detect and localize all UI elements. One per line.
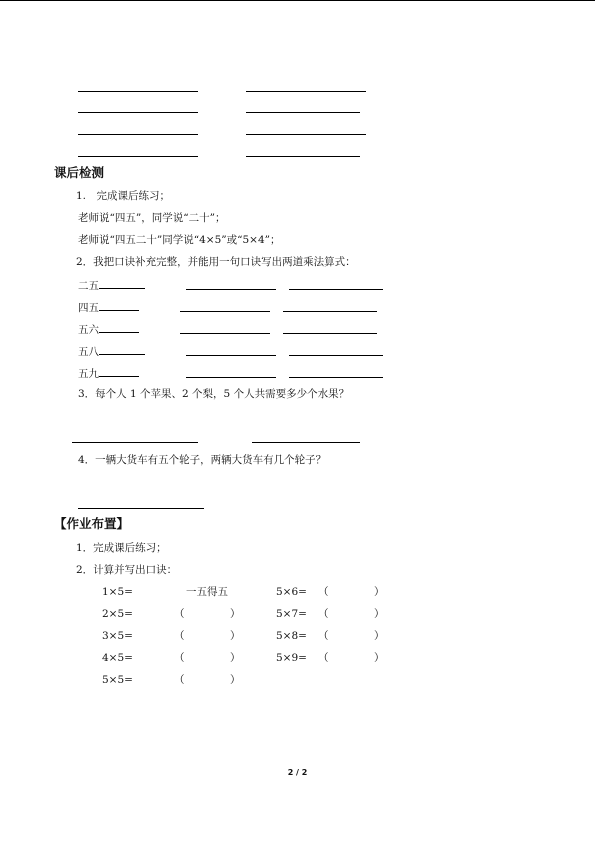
answer-blank[interactable] [99,277,145,289]
answer-blank[interactable] [78,156,198,157]
q2-row-label: 五九 [78,368,99,380]
answer-blank[interactable] [99,365,139,377]
answer-blank[interactable] [246,91,366,92]
question-2-label: 2．我把口诀补充完整，并能用一句口诀写出两道乘法算式： [76,256,356,268]
page-top-border [0,0,595,1]
calc-expression: 3×5= [102,630,133,642]
calc-expression: 5×6= [276,586,307,598]
q2-row [78,365,139,381]
paren-open: （ [318,630,329,642]
paren-open: （ [174,608,185,620]
answer-blank[interactable] [283,311,377,312]
section-title-after-class: 课后检测 [54,165,105,180]
calc-expression: 5×9= [276,652,307,664]
q2-row-label: 五六 [78,324,99,336]
paren-close: ） [230,674,241,686]
answer-blank[interactable] [78,508,204,509]
paren-close: ） [230,608,241,620]
answer-blank[interactable] [78,112,198,113]
q2-row [78,277,145,293]
calc-answer: 一五得五 [186,586,228,598]
answer-blank[interactable] [186,289,276,290]
answer-blank[interactable] [246,112,360,113]
answer-blank[interactable] [289,377,383,378]
answer-blank[interactable] [246,156,360,157]
paren-close: ） [230,630,241,642]
answer-blank[interactable] [252,442,360,443]
answer-blank[interactable] [186,355,276,356]
answer-blank[interactable] [180,311,270,312]
answer-blank[interactable] [99,321,139,333]
calc-expression: 2×5= [102,608,133,620]
question-1-line-1: 老师说“四五”，同学说“二十”； [78,212,226,224]
answer-blank[interactable] [99,299,139,311]
question-1-line-2: 老师说“四五二十”同学说“4×5”或“5×4”； [78,234,281,246]
q2-row-label: 四五 [78,302,99,314]
answer-blank[interactable] [180,333,270,334]
paren-close: ） [374,652,385,664]
paren-open: （ [174,652,185,664]
calc-expression: 5×7= [276,608,307,620]
answer-blank[interactable] [283,333,377,334]
paren-close: ） [230,652,241,664]
paren-open: （ [318,586,329,598]
page-number: 2 / 2 [287,768,308,777]
q2-row [78,321,139,337]
q2-row [78,299,139,315]
homework-item-1: 1．完成课后练习； [76,542,167,554]
q2-row-label: 二五 [78,280,99,292]
answer-blank[interactable] [246,134,366,135]
q2-row [78,343,145,359]
calc-expression: 1×5= [102,586,133,598]
q2-row-label: 五八 [78,346,99,358]
paren-open: （ [174,630,185,642]
answer-blank[interactable] [289,355,383,356]
question-4-label: 4．一辆大货车有五个轮子，两辆大货车有几个轮子？ [78,454,327,466]
answer-blank[interactable] [99,343,145,355]
paren-open: （ [318,652,329,664]
answer-blank[interactable] [289,289,383,290]
answer-blank[interactable] [78,134,198,135]
question-3-label: 3．每个人 1 个苹果、2 个梨，5 个人共需要多少个水果？ [78,388,350,400]
paren-close: ） [374,586,385,598]
answer-blank[interactable] [72,442,198,443]
paren-open: （ [174,674,185,686]
section-title-homework: 【作业布置】 [54,516,130,531]
calc-expression: 5×8= [276,630,307,642]
homework-item-2: 2．计算并写出口诀： [76,564,178,576]
calc-expression: 5×5= [102,674,133,686]
paren-open: （ [318,608,329,620]
calc-expression: 4×5= [102,652,133,664]
answer-blank[interactable] [78,91,198,92]
paren-close: ） [374,630,385,642]
paren-close: ） [374,608,385,620]
question-1-label: 1. 完成课后练习； [76,190,171,202]
answer-blank[interactable] [186,377,276,378]
